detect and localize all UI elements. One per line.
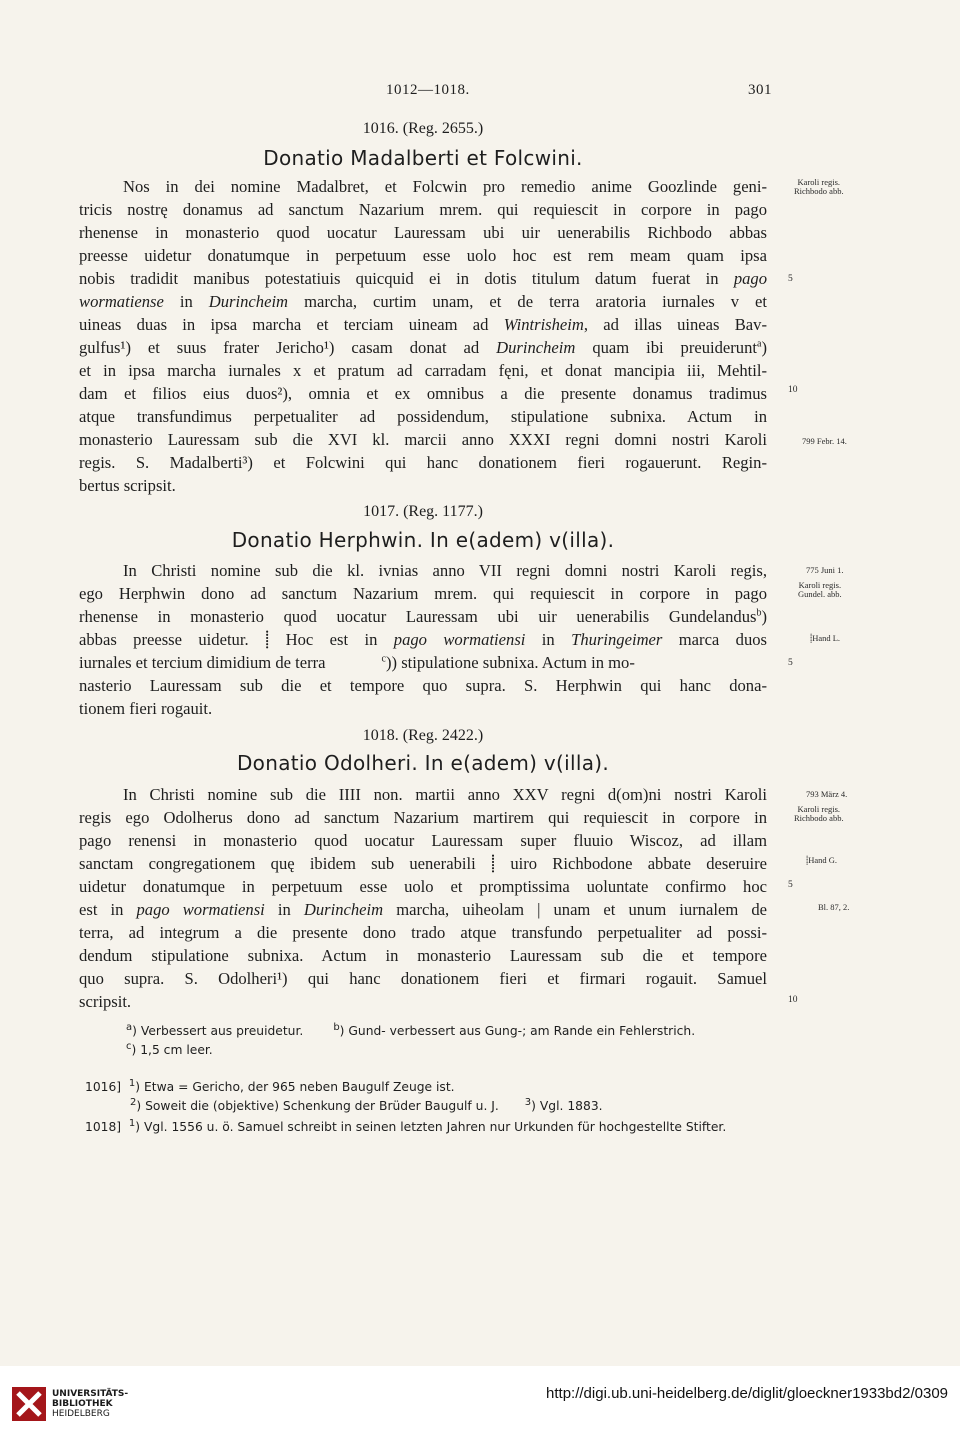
text-line: rhenense in monasterio quod uocatur Lauressam ubi uir uenerabilis Richbodo abbas [79, 223, 767, 242]
text-line: bertus scripsit. [79, 476, 176, 495]
text-line: uineas duas in ipsa marcha et terciam uineam ad Wintrisheim, ad illas uineas Bav- [79, 315, 767, 334]
text-line: In Christi nomine sub die kl. ivnias anno VII regni domni nostri Karoli regis, [123, 561, 767, 580]
margin-date: 793 März 4. [806, 789, 848, 799]
page-number: 301 [748, 82, 772, 98]
text-line: monasterio Lauressam sub die XVI kl. marcii anno XXXI regni domni nostri Karoli [79, 430, 767, 449]
margin-date: 775 Juni 1. [806, 565, 844, 575]
text-line: wormatiense in Durincheim marcha, curtim unam, et de terra aratoria iurnales v et [79, 292, 767, 311]
text-line: nobis tradidit manibus potestatiuis quicquid ei in dotis titulum datum fuerat in pago [79, 269, 768, 288]
text-line: scripsit. [79, 992, 132, 1011]
text-line: uidetur donatumque in perpetuum esse uolo et promptissima uoluntate confirmo hoc [79, 877, 767, 896]
line-number: 5 [788, 880, 793, 890]
charter-1018-reg: 1018. (Reg. 2422.) [362, 727, 484, 744]
source-url-link[interactable]: http://digi.ub.uni-heidelberg.de/diglit/gloeckner1933bd2/0309 [546, 1385, 948, 1402]
text-line: gulfus¹) et suus frater Jericho¹) casam donat ad Durincheim quam ibi preuiderunt$^a$) [79, 338, 767, 357]
line-number: 5 [788, 274, 793, 284]
margin-folio: Bl. 87, 2. [818, 902, 850, 912]
university-seal-icon [10, 1385, 48, 1423]
margin-note: Karoli regis. Gundel. abb. [798, 580, 842, 599]
text-line: pago renensi in monasterio quod uocatur Lauressam super fluuio Wiscoz, ad illam [79, 831, 767, 850]
text-line: regis ego Odolherus dono ad sanctum Nazarium martirem qui requiescit in corpore in [79, 808, 767, 827]
note-c: $^c$) 1,5 cm leer. [126, 1040, 213, 1057]
text-line: quo supra. S. Odolheri¹) qui hanc donationem fieri et firmari rogauit. Samuel [79, 969, 767, 988]
margin-hand: ⸽Hand L. [810, 633, 841, 643]
text-line: ego Herphwin dono ad sanctum Nazarium mrem. qui requiescit in corpore in pago [79, 584, 767, 603]
note-1016-1: 1016] $^1$) Etwa = Gericho, der 965 neben Baugulf Zeuge ist. [85, 1077, 455, 1094]
line-number: 10 [788, 385, 798, 395]
margin-note: Karoli regis. Richbodo abb. [794, 177, 844, 196]
text-line: In Christi nomine sub die IIII non. martii anno XXV regni d(om)ni nostri Karoli [123, 785, 767, 804]
text-line: dam et filios eius duos²), omnia et ex omnibus a die presente donamus tradimus [79, 384, 767, 403]
text-line: iurnales et tercium dimidium de terra $^c$)) stipulatione subnixa. Actum in mo- [79, 653, 635, 672]
text-line: abbas preesse uidetur. ⸽ Hoc est in pago wormatiensi in Thuringeimer marca duos [79, 630, 768, 649]
library-logo-text: UNIVERSITÄTS- BIBLIOTHEK HEIDELBERG [52, 1389, 129, 1419]
text-line: atque transfundimus perpetualiter ad possidendum, stipulatione subnixa. Actum in [79, 407, 767, 426]
margin-hand: ⸽Hand G. [806, 855, 837, 865]
text-line: dendum stipulatione subnixa. Actum in monasterio Lauressam sub die et tempore [79, 946, 767, 965]
note-1018-1: 1018] $^1$) Vgl. 1556 u. ö. Samuel schreibt in seinen letzten Jahren nur Urkunden für hochgestellte Stifter. [85, 1117, 727, 1134]
line-number: 10 [788, 995, 798, 1005]
charter-1016-reg: 1016. (Reg. 2655.) [362, 120, 484, 137]
text-line: sanctam congregationem quę ibidem sub uenerabili ⸽ uiro Richbodone abbate deseruire [79, 854, 767, 873]
text-line: tricis nostrę donamus ad sanctum Nazarium mrem. qui requiescit in corpore in pago [79, 200, 767, 219]
text-line: rhenense in monasterio quod uocatur Lauressam ubi uir uenerabilis Gundelandus$^b$) [79, 607, 767, 626]
line-number: 5 [788, 658, 793, 668]
margin-note: Karoli regis. Richbodo abb. [794, 804, 844, 823]
text-line: regis. S. Madalberti³) et Folcwini qui hanc donationem fieri rogauerunt. Regin- [79, 453, 767, 472]
note-1016-2: $^2$) Soweit die (objektive) Schenkung der Brüder Baugulf u. J. $^3$) Vgl. 1883. [130, 1096, 603, 1113]
text-line: Nos in dei nomine Madalbret, et Folcwin pro remedio anime Goozlinde geni- [123, 177, 767, 196]
note-a-b: $^a$) Verbessert aus preuidetur. $^b$) Gund- verbessert aus Gung-; am Rande ein Fehlerstrich. [126, 1021, 696, 1038]
charter-1018-title: Donatio Odolheri. In e(adem) v(illa). [236, 751, 610, 775]
charter-1017-reg: 1017. (Reg. 1177.) [363, 503, 483, 520]
charter-1017-title: Donatio Herphwin. In e(adem) v(illa). [231, 528, 615, 552]
text-line: est in pago wormatiensi in Durincheim marcha, uiheolam | unam et unum iurnalem de [79, 900, 768, 919]
text-line: et in ipsa marcha iurnales x et pratum ad carradam fęni, et donat mancipia iii, Mehtil- [79, 361, 767, 380]
margin-date: 799 Febr. 14. [802, 436, 847, 446]
text-line: terra, ad integrum a die presente dono trado atque transfundo perpetualiter ad possi- [79, 923, 767, 942]
text-line: preesse uidetur donatumque in perpetuum esse uolo hoc est rem meam quam ipsa [79, 246, 767, 265]
charter-1016-title: Donatio Madalberti et Folcwini. [263, 146, 583, 170]
text-line: tionem fieri rogauit. [79, 699, 213, 718]
text-line: nasterio Lauressam sub die et tempore quo supra. S. Herphwin qui hanc dona- [79, 676, 767, 695]
running-head-range: 1012—1018. [386, 82, 470, 98]
